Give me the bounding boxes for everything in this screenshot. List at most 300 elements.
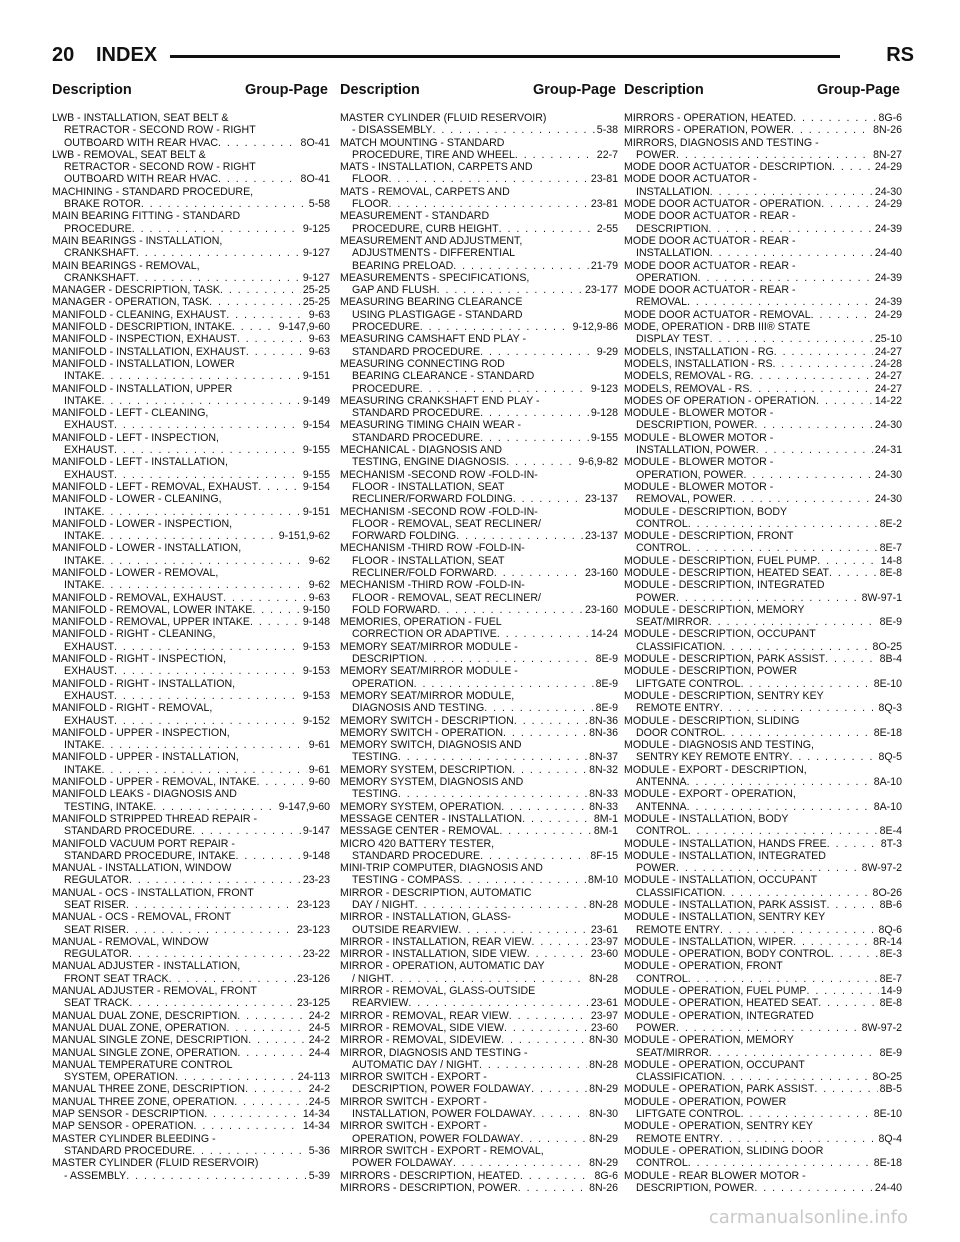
entry-text-line: SEAT TRACK bbox=[64, 997, 130, 1010]
entry-last-line bbox=[624, 678, 902, 690]
entry-text-line: MODELS, REMOVAL - RG bbox=[624, 370, 751, 383]
index-entry bbox=[624, 432, 902, 457]
entry-text-line: MODULE - OPERATION, SENTRY KEY bbox=[624, 1120, 813, 1133]
index-entry bbox=[340, 210, 618, 235]
index-entry bbox=[340, 641, 618, 666]
entry-page-ref: 8O-41 bbox=[300, 136, 330, 149]
entry-last-line bbox=[340, 850, 618, 862]
index-entry bbox=[624, 407, 902, 432]
column-header-description: Description bbox=[52, 82, 132, 98]
entry-text-line: MEASUREMENT AND ADJUSTMENT, bbox=[340, 234, 523, 247]
entry-last-line bbox=[624, 899, 902, 911]
dot-leader bbox=[741, 678, 872, 690]
index-entry bbox=[340, 579, 618, 616]
entry-last-line bbox=[340, 1182, 618, 1194]
index-entry bbox=[624, 530, 902, 555]
dot-leader bbox=[723, 727, 872, 739]
entry-last-line bbox=[340, 653, 618, 665]
column-header-group-page: Group-Page bbox=[533, 82, 616, 98]
entry-text-line: EXHAUST bbox=[64, 665, 115, 678]
entry-page-ref: 8N-29 bbox=[589, 1157, 618, 1170]
entry-last-line bbox=[52, 1071, 330, 1083]
entry-last-line bbox=[624, 112, 902, 124]
entry-text-line: SEAT RISER bbox=[64, 899, 127, 911]
entry-text-line: GAP AND FLUSH bbox=[352, 284, 437, 297]
entry-text-line: REARVIEW bbox=[352, 997, 409, 1010]
entry-page-ref: 8B-4 bbox=[879, 653, 902, 666]
entry-last-line bbox=[340, 924, 618, 936]
entry-text-line: MODE DOOR ACTUATOR - REAR - bbox=[624, 234, 796, 247]
entry-text-line: SEAT RISER bbox=[64, 923, 127, 936]
entry-page-ref: 24-5 bbox=[308, 1095, 330, 1108]
index-entry bbox=[624, 715, 902, 740]
entry-text-line: MODULE - OPERATION, INTEGRATED bbox=[624, 1009, 814, 1022]
dot-leader bbox=[237, 1010, 307, 1022]
entry-page-ref: 24-27 bbox=[874, 370, 902, 383]
index-entry bbox=[52, 542, 330, 567]
entry-page-ref: 9-155 bbox=[302, 468, 330, 481]
entry-text-line: MANIFOLD - INSTALLATION, LOWER bbox=[52, 357, 235, 370]
column-header-1 bbox=[52, 82, 328, 98]
entry-page-ref: 8O-25 bbox=[872, 640, 902, 653]
entry-text-line: EXHAUST bbox=[64, 714, 115, 727]
dot-leader bbox=[398, 751, 587, 763]
entry-last-line bbox=[52, 173, 330, 185]
entry-last-line bbox=[52, 776, 330, 788]
index-entry bbox=[624, 346, 902, 358]
index-entry bbox=[340, 1022, 618, 1034]
index-entry bbox=[340, 161, 618, 186]
entry-text-line: MIRROR - DESCRIPTION, AUTOMATIC bbox=[340, 886, 532, 899]
entry-text-line: POWER bbox=[636, 148, 677, 161]
entry-last-line bbox=[340, 936, 618, 948]
index-entry bbox=[52, 112, 330, 149]
entry-last-line bbox=[340, 727, 618, 739]
index-entry bbox=[624, 665, 902, 690]
entry-page-ref: 24-28 bbox=[874, 357, 902, 370]
entry-page-ref: 8N-33 bbox=[589, 800, 618, 813]
dot-leader bbox=[818, 997, 877, 1009]
entry-text-line: MEMORY SEAT/MIRROR MODULE - bbox=[340, 665, 518, 678]
entry-text-line: DESCRIPTION, POWER bbox=[636, 1181, 755, 1194]
entry-page-ref: 8N-29 bbox=[589, 1083, 618, 1096]
entry-text-line: MODELS, INSTALLATION - RG bbox=[624, 345, 774, 358]
entry-text-line: MIRROR SWITCH - EXPORT - bbox=[340, 1120, 487, 1133]
entry-text-line: MODULE - DESCRIPTION, BODY bbox=[624, 505, 788, 518]
dot-leader bbox=[514, 715, 587, 727]
index-entry bbox=[624, 309, 902, 321]
entry-text-line: FORWARD FOLDING bbox=[352, 530, 457, 543]
entry-text-line: CLASSIFICATION bbox=[636, 1071, 723, 1084]
index-entry bbox=[52, 1034, 330, 1046]
entry-last-line bbox=[624, 124, 902, 136]
entry-page-ref: 9-151 bbox=[302, 370, 330, 383]
index-entry bbox=[340, 235, 618, 272]
entry-last-line bbox=[52, 850, 330, 862]
entry-text-line: MANIFOLD - REMOVAL, UPPER INTAKE bbox=[52, 616, 250, 629]
entry-text-line: MODULE - DESCRIPTION, POWER bbox=[624, 665, 798, 678]
entry-text-line: CONTROL bbox=[636, 542, 688, 555]
dot-leader bbox=[817, 555, 879, 567]
dot-leader bbox=[193, 1120, 300, 1132]
entry-text-line: MEMORIES, OPERATION - FUEL bbox=[340, 616, 502, 629]
entry-text-line: MIRRORS - DESCRIPTION, POWER bbox=[340, 1181, 518, 1194]
dot-leader bbox=[688, 518, 878, 530]
entry-page-ref: 24-2 bbox=[308, 1009, 330, 1022]
entry-text-line: MANUAL TEMPERATURE CONTROL bbox=[52, 1058, 233, 1071]
entry-text-line: TESTING, INTAKE bbox=[64, 800, 154, 813]
entry-last-line bbox=[340, 813, 618, 825]
dot-leader bbox=[114, 444, 301, 456]
index-column-3 bbox=[624, 112, 902, 1194]
index-entry bbox=[624, 1010, 902, 1035]
dot-leader bbox=[512, 764, 587, 776]
entry-text-line: MEASURING CAMSHAFT END PLAY - bbox=[340, 333, 527, 346]
index-entry bbox=[624, 960, 902, 985]
entry-text-line: PROCEDURE, CURB HEIGHT bbox=[352, 222, 499, 235]
entry-last-line bbox=[52, 715, 330, 727]
entry-text-line: STANDARD PROCEDURE, INTAKE bbox=[64, 849, 236, 862]
entry-text-line: INTAKE bbox=[64, 394, 102, 407]
dot-leader bbox=[687, 776, 872, 788]
index-entry bbox=[340, 1096, 618, 1121]
entry-last-line bbox=[624, 1071, 902, 1083]
entry-text-line: MODULE - DESCRIPTION, SLIDING bbox=[624, 714, 800, 727]
entry-page-ref: 24-5 bbox=[308, 1021, 330, 1034]
entry-last-line bbox=[52, 223, 330, 235]
dot-leader bbox=[192, 825, 301, 837]
dot-leader bbox=[245, 1083, 307, 1095]
dot-leader bbox=[709, 616, 878, 628]
entry-text-line: MODULE - BLOWER MOTOR - bbox=[624, 456, 774, 469]
entry-text-line: MODULE - DESCRIPTION, PARK ASSIST bbox=[624, 653, 826, 666]
entry-last-line bbox=[52, 1170, 330, 1182]
index-entry bbox=[340, 1010, 618, 1022]
dot-leader bbox=[456, 530, 583, 542]
entry-text-line: PROCEDURE bbox=[352, 382, 420, 395]
index-entry bbox=[624, 948, 902, 960]
dot-leader bbox=[101, 530, 276, 542]
entry-last-line bbox=[624, 395, 902, 407]
entry-text-line: REMOTE ENTRY bbox=[636, 1132, 720, 1145]
index-entry bbox=[52, 1059, 330, 1084]
dot-leader bbox=[175, 1071, 296, 1083]
entry-last-line bbox=[52, 579, 330, 591]
entry-text-line: MECHANISM -THIRD ROW -FOLD-IN- bbox=[340, 579, 525, 592]
entry-text-line: MICRO 420 BATTERY TESTER, bbox=[340, 837, 495, 850]
entry-page-ref: 9-151,9-62 bbox=[278, 530, 330, 543]
dot-leader bbox=[101, 579, 306, 591]
entry-text-line: MODE DOOR ACTUATOR - DESCRIPTION bbox=[624, 161, 832, 174]
index-entry bbox=[624, 173, 902, 198]
dot-leader bbox=[509, 1010, 589, 1022]
entry-page-ref: 8N-30 bbox=[589, 1108, 618, 1121]
dot-leader bbox=[793, 112, 876, 124]
dot-leader bbox=[192, 1145, 307, 1157]
entry-text-line: MANIFOLD - LEFT - INSPECTION, bbox=[52, 431, 219, 444]
dot-leader bbox=[756, 444, 873, 456]
entry-text-line: MANIFOLD - INSPECTION, EXHAUST bbox=[52, 333, 237, 346]
entry-last-line bbox=[624, 223, 902, 235]
entry-text-line: MEASUREMENT - STANDARD bbox=[340, 210, 490, 223]
entry-text-line: TESTING - COMPASS bbox=[352, 874, 460, 887]
entry-last-line bbox=[624, 419, 902, 431]
index-entry bbox=[340, 137, 618, 162]
entry-last-line bbox=[624, 247, 902, 259]
dot-leader bbox=[460, 874, 586, 886]
entry-text-line: FLOOR - REMOVAL, SEAT RECLINER/ bbox=[352, 517, 541, 530]
entry-text-line: MODULE - OPERATION, BODY CONTROL bbox=[624, 948, 831, 961]
entry-last-line bbox=[340, 1010, 618, 1022]
entry-text-line: MANIFOLD - LEFT - INSTALLATION, bbox=[52, 456, 228, 469]
entry-text-line: MANUAL - REMOVAL, WINDOW bbox=[52, 935, 209, 948]
entry-text-line: MODULE - DESCRIPTION, OCCUPANT bbox=[624, 628, 816, 641]
page-number: 20 bbox=[52, 44, 75, 66]
entry-text-line: MEASURING CRANKSHAFT END PLAY - bbox=[340, 394, 540, 407]
index-entry bbox=[340, 186, 618, 211]
entry-text-line: ADJUSTMENTS - DIFFERENTIAL bbox=[352, 247, 516, 260]
column-header-3 bbox=[624, 82, 900, 98]
dot-leader bbox=[480, 346, 595, 358]
entry-text-line: DOOR CONTROL bbox=[636, 726, 723, 739]
entry-page-ref: 9-153 bbox=[302, 640, 330, 653]
entry-text-line: MODE DOOR ACTUATOR - OPERATION bbox=[624, 198, 822, 211]
index-entry bbox=[52, 1083, 330, 1095]
dot-leader bbox=[126, 924, 295, 936]
dot-leader bbox=[504, 1022, 589, 1034]
entry-page-ref: 9-148 bbox=[302, 616, 330, 629]
entry-last-line bbox=[52, 247, 330, 259]
entry-text-line: EXHAUST bbox=[64, 640, 115, 653]
index-entry bbox=[624, 604, 902, 629]
entry-last-line bbox=[624, 887, 902, 899]
entry-page-ref: 8M-1 bbox=[593, 825, 618, 838]
entry-text-line: MODULE - DIAGNOSIS AND TESTING, bbox=[624, 739, 814, 752]
dot-leader bbox=[499, 825, 592, 837]
entry-text-line: MANUAL DUAL ZONE, OPERATION bbox=[52, 1021, 227, 1034]
entry-last-line bbox=[624, 653, 902, 665]
entry-text-line: MIRROR SWITCH - EXPORT - bbox=[340, 1095, 487, 1108]
entry-text-line: MEMORY SWITCH - DESCRIPTION bbox=[340, 714, 514, 727]
index-entry bbox=[340, 960, 618, 985]
entry-text-line: OPERATION, POWER FOLDAWAY bbox=[352, 1132, 521, 1145]
dot-leader bbox=[453, 260, 589, 272]
index-entry bbox=[52, 887, 330, 912]
entry-last-line bbox=[52, 592, 330, 604]
index-entry bbox=[52, 702, 330, 727]
index-entry bbox=[52, 321, 330, 333]
dot-leader bbox=[129, 948, 301, 960]
entry-text-line: MANIFOLD - RIGHT - INSPECTION, bbox=[52, 653, 227, 666]
entry-last-line bbox=[52, 395, 330, 407]
index-entry bbox=[52, 1133, 330, 1158]
entry-text-line: SEAT/MIRROR bbox=[636, 1046, 709, 1059]
entry-text-line: INSTALLATION, POWER FOLDAWAY bbox=[352, 1108, 533, 1121]
entry-last-line bbox=[52, 604, 330, 616]
entry-text-line: - DISASSEMBLY bbox=[352, 124, 433, 137]
index-entry bbox=[340, 887, 618, 912]
entry-page-ref: 9-12,9-86 bbox=[572, 321, 618, 334]
entry-text-line: POWER bbox=[636, 591, 677, 604]
entry-text-line: CRANKSHAFT bbox=[64, 247, 136, 260]
entry-page-ref: 25-10 bbox=[874, 333, 902, 346]
entry-last-line bbox=[340, 678, 618, 690]
entry-text-line: SENTRY KEY REMOTE ENTRY bbox=[636, 751, 790, 764]
dot-leader bbox=[811, 309, 873, 321]
entry-text-line: EXHAUST bbox=[64, 689, 115, 702]
index-entry bbox=[624, 690, 902, 715]
entry-text-line: INTAKE bbox=[64, 530, 102, 543]
dot-leader bbox=[774, 346, 873, 358]
entry-last-line bbox=[624, 801, 902, 813]
entry-page-ref: 8A-10 bbox=[873, 800, 902, 813]
entry-last-line bbox=[624, 518, 902, 530]
entry-text-line: LWB - REMOVAL, SEAT BELT & bbox=[52, 148, 206, 161]
index-entry bbox=[340, 1047, 618, 1072]
entry-text-line: MIRROR - OPERATION, AUTOMATIC DAY bbox=[340, 960, 545, 973]
index-entry bbox=[340, 739, 618, 764]
dot-leader bbox=[832, 161, 873, 173]
entry-page-ref: 24-113 bbox=[297, 1071, 330, 1084]
entry-last-line bbox=[624, 542, 902, 554]
entry-last-line bbox=[340, 173, 618, 185]
entry-page-ref: 24-27 bbox=[874, 345, 902, 358]
dot-leader bbox=[710, 333, 873, 345]
entry-page-ref: 8N-29 bbox=[589, 1132, 618, 1145]
entry-text-line: RECLINER/FORWARD FOLDING bbox=[352, 493, 513, 506]
entry-text-line: MODE DOOR ACTUATOR - REAR - bbox=[624, 284, 796, 297]
entry-page-ref: 8E-9 bbox=[879, 616, 902, 629]
dot-leader bbox=[237, 333, 307, 345]
entry-text-line: MIRROR SWITCH - EXPORT - REMOVAL, bbox=[340, 1144, 544, 1157]
entry-page-ref: 9-63 bbox=[308, 308, 330, 321]
entry-page-ref: 8N-30 bbox=[589, 1034, 618, 1047]
index-entry bbox=[340, 469, 618, 506]
dot-leader bbox=[751, 370, 873, 382]
entry-last-line bbox=[624, 592, 902, 604]
entry-page-ref: 8Q-5 bbox=[878, 751, 902, 764]
dot-leader bbox=[252, 604, 301, 616]
entry-text-line: OUTBOARD WITH REAR HVAC bbox=[64, 173, 219, 186]
dot-leader bbox=[218, 173, 299, 185]
index-entry bbox=[624, 997, 902, 1009]
entry-text-line: DESCRIPTION, POWER bbox=[636, 419, 755, 432]
entry-page-ref: 8E-9 bbox=[879, 1046, 902, 1059]
entry-last-line bbox=[624, 1108, 902, 1120]
dot-leader bbox=[234, 1096, 307, 1108]
entry-last-line bbox=[624, 985, 902, 997]
entry-page-ref: 8B-6 bbox=[879, 899, 902, 911]
entry-last-line bbox=[340, 567, 618, 579]
index-entry bbox=[52, 727, 330, 752]
entry-page-ref: 23-22 bbox=[302, 948, 330, 961]
dot-leader bbox=[432, 124, 594, 136]
entry-text-line: MODULE - DESCRIPTION, MEMORY bbox=[624, 603, 805, 616]
entry-last-line bbox=[340, 407, 618, 419]
index-entry bbox=[340, 1034, 618, 1046]
index-entry bbox=[52, 456, 330, 481]
entry-text-line: REMOTE ENTRY bbox=[636, 923, 720, 936]
entry-text-line: MANAGER - DESCRIPTION, TASK bbox=[52, 284, 220, 297]
dot-leader bbox=[749, 383, 873, 395]
index-entry bbox=[52, 911, 330, 936]
entry-page-ref: 8E-9 bbox=[595, 653, 618, 666]
entry-page-ref: 23-23 bbox=[302, 874, 330, 887]
entry-last-line bbox=[624, 272, 902, 284]
entry-page-ref: 23-137 bbox=[585, 530, 618, 543]
entry-text-line: MODELS, INSTALLATION - RS bbox=[624, 357, 773, 370]
entry-page-ref: 9-153 bbox=[302, 665, 330, 678]
index-entry bbox=[52, 432, 330, 457]
dot-leader bbox=[114, 665, 301, 677]
dot-leader bbox=[458, 924, 589, 936]
index-entry bbox=[52, 296, 330, 308]
entry-text-line: MEMORY SYSTEM, OPERATION bbox=[340, 800, 502, 813]
entry-page-ref: 23-60 bbox=[590, 948, 618, 961]
column-header-description: Description bbox=[340, 82, 420, 98]
index-column-1 bbox=[52, 112, 330, 1182]
entry-text-line: INTAKE bbox=[64, 579, 102, 592]
dot-leader bbox=[688, 825, 878, 837]
entry-text-line: OPERATION bbox=[636, 271, 698, 284]
entry-page-ref: 9-123 bbox=[590, 382, 618, 395]
index-entry bbox=[624, 481, 902, 506]
entry-text-line: MESSAGE CENTER - REMOVAL bbox=[340, 825, 500, 838]
dot-leader bbox=[209, 296, 301, 308]
entry-page-ref: 8W-97-2 bbox=[861, 862, 902, 875]
entry-page-ref: 9-149 bbox=[302, 394, 330, 407]
dot-leader bbox=[398, 788, 587, 800]
entry-last-line bbox=[624, 358, 902, 370]
entry-page-ref: 5-38 bbox=[596, 124, 618, 137]
index-entry bbox=[624, 112, 902, 124]
dot-leader bbox=[816, 395, 873, 407]
entry-text-line: MANIFOLD STRIPPED THREAD REPAIR - bbox=[52, 812, 258, 825]
index-entry bbox=[52, 346, 330, 358]
entry-text-line: MASTER CYLINDER BLEEDING - bbox=[52, 1132, 216, 1145]
entry-text-line: MANIFOLD - LOWER - INSPECTION, bbox=[52, 517, 233, 530]
dot-leader bbox=[232, 321, 277, 333]
entry-page-ref: 24-39 bbox=[874, 296, 902, 309]
entry-last-line bbox=[52, 874, 330, 886]
entry-text-line: / NIGHT bbox=[352, 972, 391, 985]
entry-last-line bbox=[624, 149, 902, 161]
entry-last-line bbox=[624, 997, 902, 1009]
entry-page-ref: 9-63 bbox=[308, 345, 330, 358]
dot-leader bbox=[136, 247, 301, 259]
entry-text-line: AUTOMATIC DAY / NIGHT bbox=[352, 1058, 479, 1071]
entry-text-line: STANDARD PROCEDURE bbox=[352, 407, 481, 420]
entry-text-line: - ASSEMBLY bbox=[64, 1169, 127, 1182]
index-entry bbox=[52, 653, 330, 678]
entry-page-ref: 23-123 bbox=[297, 899, 330, 911]
entry-last-line bbox=[340, 1022, 618, 1034]
dot-leader bbox=[513, 493, 583, 505]
index-entry bbox=[624, 1083, 902, 1095]
entry-text-line: OUTSIDE REARVIEW bbox=[352, 923, 459, 936]
entry-last-line bbox=[340, 874, 618, 886]
entry-page-ref: 9-147 bbox=[302, 825, 330, 838]
entry-page-ref: 8E-8 bbox=[879, 566, 902, 579]
dot-leader bbox=[501, 801, 587, 813]
index-entry bbox=[624, 506, 902, 531]
entry-text-line: MIRROR - REMOVAL, REAR VIEW bbox=[340, 1009, 509, 1022]
entry-text-line: MANUAL - INSTALLATION, WINDOW bbox=[52, 862, 232, 875]
entry-text-line: MATS - INSTALLATION, CARPETS AND bbox=[340, 161, 533, 174]
dot-leader bbox=[733, 493, 873, 505]
index-entry bbox=[340, 813, 618, 825]
index-entry bbox=[624, 874, 902, 899]
